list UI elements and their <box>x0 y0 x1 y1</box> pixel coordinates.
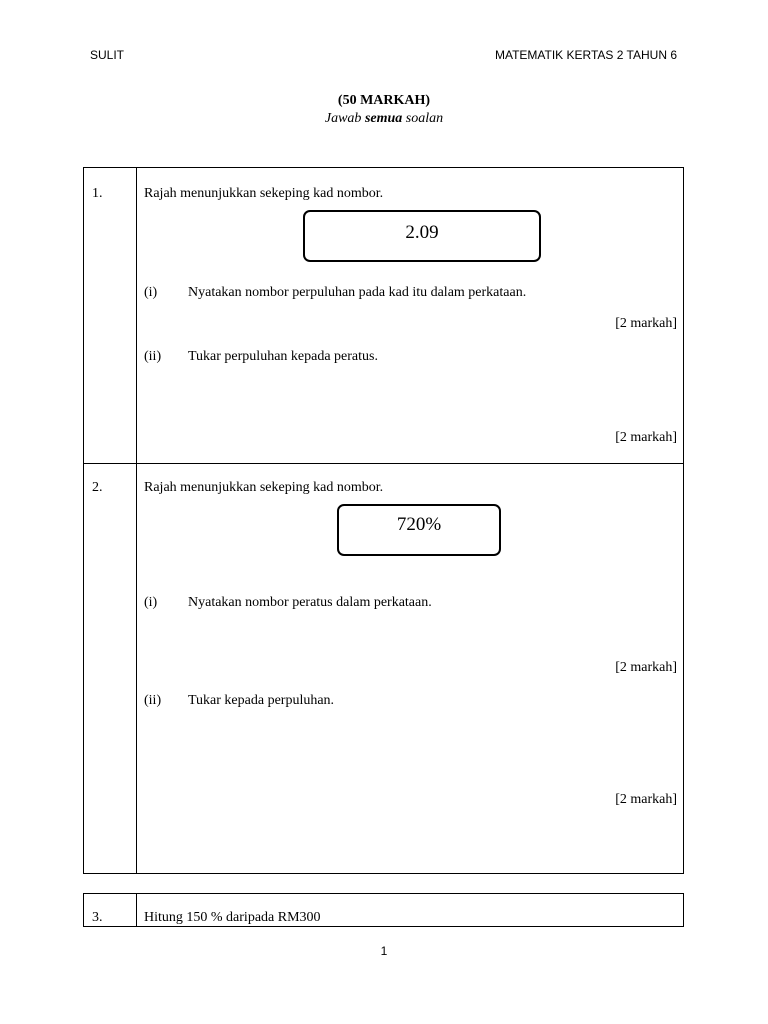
question-1-part-ii-label: (ii) <box>144 349 162 364</box>
total-marks-title: (50 MARKAH) <box>337 93 431 108</box>
question-2-part-ii-marks: [2 markah] <box>615 792 677 807</box>
instruction <box>0 110 768 128</box>
number-card-2: 720% <box>337 504 501 556</box>
question-1-number: 1. <box>92 186 103 201</box>
question-number-column <box>84 168 137 463</box>
header-right: MATEMATIK KERTAS 2 TAHUN 6 <box>494 48 677 62</box>
question-2-part-ii-label: (ii) <box>144 693 162 708</box>
question-1-part-i-marks: [2 markah] <box>615 316 677 331</box>
question-3-number: 3. <box>92 910 103 925</box>
question-3-text: Hitung 150 % daripada RM300 <box>144 910 321 925</box>
question-2-text: Rajah menunjukkan sekeping kad nombor. <box>144 480 384 495</box>
page-number: 1 <box>380 944 388 958</box>
instruction-post: soalan <box>402 111 444 126</box>
question-1-part-ii-marks: [2 markah] <box>615 430 677 445</box>
question-2-part-i-label: (i) <box>144 595 158 610</box>
question-2-part-i-text: Nyatakan nombor peratus dalam perkataan. <box>188 595 432 610</box>
question-1-part-ii-text: Tukar perpuluhan kepada peratus. <box>188 349 378 364</box>
instruction-pre: Jawab <box>324 111 365 126</box>
question-2-box <box>83 463 684 874</box>
question-2-number: 2. <box>92 480 103 495</box>
question-2-part-i-marks: [2 markah] <box>615 660 677 675</box>
question-1-box <box>83 167 684 464</box>
title-block <box>0 92 768 128</box>
question-2-part-ii-text: Tukar kepada perpuluhan. <box>188 693 335 708</box>
question-1-part-i-label: (i) <box>144 285 158 300</box>
question-number-column <box>84 464 137 873</box>
header-left: SULIT <box>90 48 125 62</box>
number-card-1: 2.09 <box>303 210 541 262</box>
question-1-part-i-text: Nyatakan nombor perpuluhan pada kad itu dalam perkataan. <box>188 285 527 300</box>
question-1-text: Rajah menunjukkan sekeping kad nombor. <box>144 186 384 201</box>
instruction-bold: semua <box>364 111 403 126</box>
question-3-box <box>83 893 684 927</box>
